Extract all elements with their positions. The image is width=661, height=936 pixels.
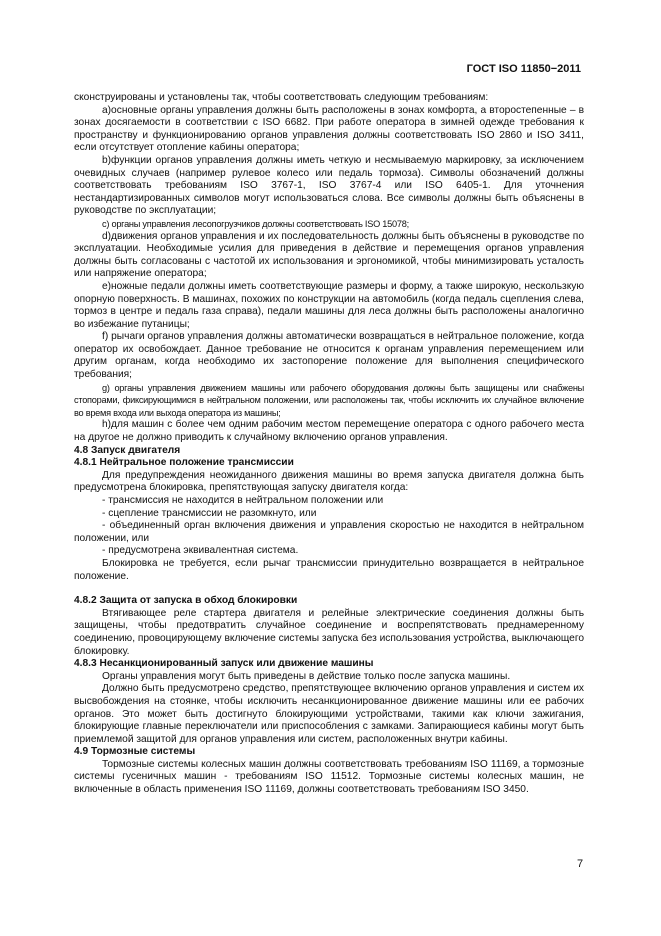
document-code-header: ГОСТ ISO 11850−2011 xyxy=(466,63,581,75)
item-g: g) органы управления движением машины или рабочего оборудования должны быть защищены или снабжены стопорами, фиксирующимися в нейтральном положении, или расположены так, чтобы исключить их случайное включение во время входа или выхода оператора из машины; xyxy=(74,382,584,418)
page-number: 7 xyxy=(577,858,584,870)
intro-line: сконструированы и установлены так, чтобы соответствовать следующим требованиям: xyxy=(74,92,489,103)
dash-item-3: - объединенный орган включения движения и управления скоростью не находится в нейтральном положении, или xyxy=(74,520,584,544)
section-heading-4-8-2: 4.8.2 Защита от запуска в обход блокировки xyxy=(74,595,298,607)
document-body xyxy=(74,92,584,797)
dash-item-2: - сцепление трансмиссии не разомкнуто, или xyxy=(102,507,317,519)
paragraph-4-8-1: Для предупреждения неожиданного движения машины во время запуска двигателя должна быть предусмотрена блокировка, препятствующая запуску двигателя когда: xyxy=(74,469,584,494)
item-a: a)основные органы управления должны быть расположены в зонах комфорта, а второстепенные – в зонах досягаемости в соответствии с ISO 6682. При работе оператора в зимней одежде требования к пространству и функционированию органов управления должны соответствовать ISO 2860 и ISO 3411, если отсутствует отопление кабины оператора; xyxy=(74,104,584,154)
item-e: e)ножные педали должны иметь соответствующие размеры и форму, а также широкую, нескользкую опорную поверхность. В машинах, похожих по конструкции на автомобиль (когда педаль сцепления слева, тормоз в центре и педаль газа справа), педали машины для леса должны быть расположены аналогично во избежание путаницы; xyxy=(74,280,584,330)
paragraph-4-8-3-b: Должно быть предусмотрено средство, препятствующее включению органов управления и систем их высвобождения на стоянке, чтобы исключить несанкционированное движение машины или ее рабочих органов. Это может быть достигнуто блокирующими устройствами, такими как ключи зажигания, блокирующие главные переключатели или приспособления с замками. Запирающиеся кабины могут быть приемлемой защитой для органов управления или систем, расположенных внутри кабины. xyxy=(74,683,584,745)
dash-item-4: - предусмотрена эквивалентная система. xyxy=(102,545,299,557)
paragraph-4-8-3-a: Органы управления могут быть приведены в действие только после запуска машины. xyxy=(102,670,511,682)
paragraph-blocking-note: Блокировка не требуется, если рычаг трансмиссии принудительно возвращается в нейтральное положение. xyxy=(74,557,584,582)
section-heading-4-9: 4.9 Тормозные системы xyxy=(74,746,196,758)
dash-item-1: - трансмиссия не находится в нейтральном положении или xyxy=(102,495,384,506)
item-d: d)движения органов управления и их последовательность должны быть объяснены в руководстве по эксплуатации. Необходимые усилия для приведения в действие и перемещения органов управления должны быть согласованы с частотой их использования и эргономикой, чтобы минимизировать усталость или напряжение оператора; xyxy=(74,230,584,280)
section-heading-4-8-1: 4.8.1 Нейтральное положение трансмиссии xyxy=(74,457,294,469)
item-b: b)функции органов управления должны иметь четкую и несмываемую маркировку, за исключением очевидных случаев (например рулевое колесо или педаль тормоза). Символы обозначений должны соответствовать требованиям ISO 3767-1, ISO 3767-4 или ISO 6405-1. Для уточнения нестандартизированных символов могут использоваться слова. Все символы должны быть объяснены в руководстве по эксплуатации; xyxy=(74,154,584,217)
item-f: f) рычаги органов управления должны автоматически возвращаться в нейтральное положение, когда оператор их освобождает. Данное требование не относится к органам управления перемещением или другим органам, когда необходимо их застопорение положение для выполнения специфического требования; xyxy=(74,331,584,381)
section-heading-4-8-3: 4.8.3 Несанкционированный запуск или движение машины xyxy=(74,658,374,670)
paragraph-4-9: Тормозные системы колесных машин должны соответствовать требованиям ISO 11169, а тормозные системы гусеничных машин - требованиям ISO 11512. Тормозные системы колесных машин, не включенные в область применения ISO 11169, должны соответствовать требованиям ISO 3450. xyxy=(74,758,584,796)
section-heading-4-8: 4.8 Запуск двигателя xyxy=(74,444,181,456)
paragraph-4-8-2: Втягивающее реле стартера двигателя и релейные электрические соединения должны быть защищены, чтобы предотвратить случайное соединение и воспрепятствовать преднамеренному соединению, провоцирующему включение системы запуска без использования устройства, выключающего блокировку. xyxy=(74,607,584,657)
item-c: c) органы управления лесопогрузчиков должны соответствовать ISO 15078; xyxy=(102,218,409,229)
item-h: h)для машин с более чем одним рабочим местом перемещение оператора с одного рабочего места на другое не должно приводить к случайному включению органов управления. xyxy=(74,419,584,444)
spacer xyxy=(74,583,584,595)
